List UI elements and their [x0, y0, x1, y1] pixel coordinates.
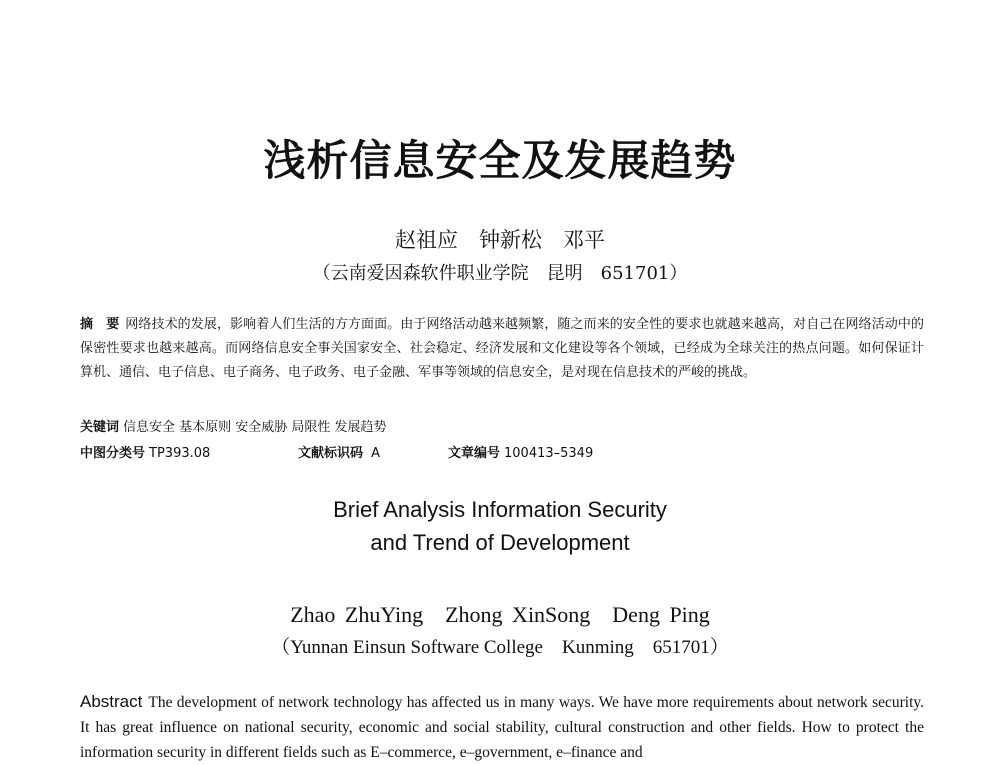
abstract-en: [80, 689, 924, 765]
article-no-label: 文章编号: [448, 446, 501, 461]
article-no-block: [448, 442, 593, 461]
abstract-cn-text: 网络技术的发展，影响着人们生活的方方面面。由于网络活动越来越频繁，随之而来的安全性的要求也就越来越高，对自己在网络活动中的保密性要求也越来越高。而网络信息安全事关国家安全、社会稳定、经济发展和文化建设等各个领域，已经成为全球关注的热点问题。如何保证计算机、通信、电子信息、电子商务、电子政务、电子金融、军事等领域的信息安全，是对现在信息技术的严峻的挑战。: [80, 317, 924, 380]
abstract-en-label: Abstract: [80, 692, 143, 711]
keywords-cn-text: 信息安全 基本原则 安全威胁 局限性 发展趋势: [123, 420, 387, 435]
doc-code-value: A: [371, 446, 381, 461]
clc-value: TP393.08: [149, 446, 211, 461]
authors-cn: 赵祖应 钟新松 邓平: [395, 228, 605, 252]
doc-code-block: [298, 442, 380, 461]
abstract-en-text: The development of network technology has affected us in many ways. We have more requirements about network security. It has great influence on national security, economic and social stability, cultural construction and other fields. How to protect the information security in different fields such as E–commerce, e–government, e–finance and: [80, 694, 924, 761]
keywords-cn-label: 关键词: [80, 420, 120, 435]
paper-title-cn: 浅析信息安全及发展趋势: [263, 136, 737, 185]
affiliation-cn: （云南爱因森软件职业学院 昆明 651701）: [312, 263, 688, 284]
clc-block: [80, 442, 210, 461]
paper-title-en: [0, 493, 1000, 559]
paper-title-en-line2: and Trend of Development: [370, 530, 630, 555]
affiliation-en: （Yunnan Einsun Software College Kunming 651701）: [271, 637, 729, 658]
doc-code-label: 文献标识码: [298, 446, 364, 461]
clc-label: 中图分类号: [80, 446, 146, 461]
authors-en: Zhao ZhuYing Zhong XinSong Deng Ping: [290, 602, 710, 627]
article-no-value: 100413–5349: [504, 446, 594, 461]
abstract-cn: [80, 313, 924, 385]
keywords-cn: [80, 416, 924, 435]
paper-title-en-line1: Brief Analysis Information Security: [333, 497, 667, 522]
abstract-cn-label: 摘 要: [80, 317, 120, 332]
